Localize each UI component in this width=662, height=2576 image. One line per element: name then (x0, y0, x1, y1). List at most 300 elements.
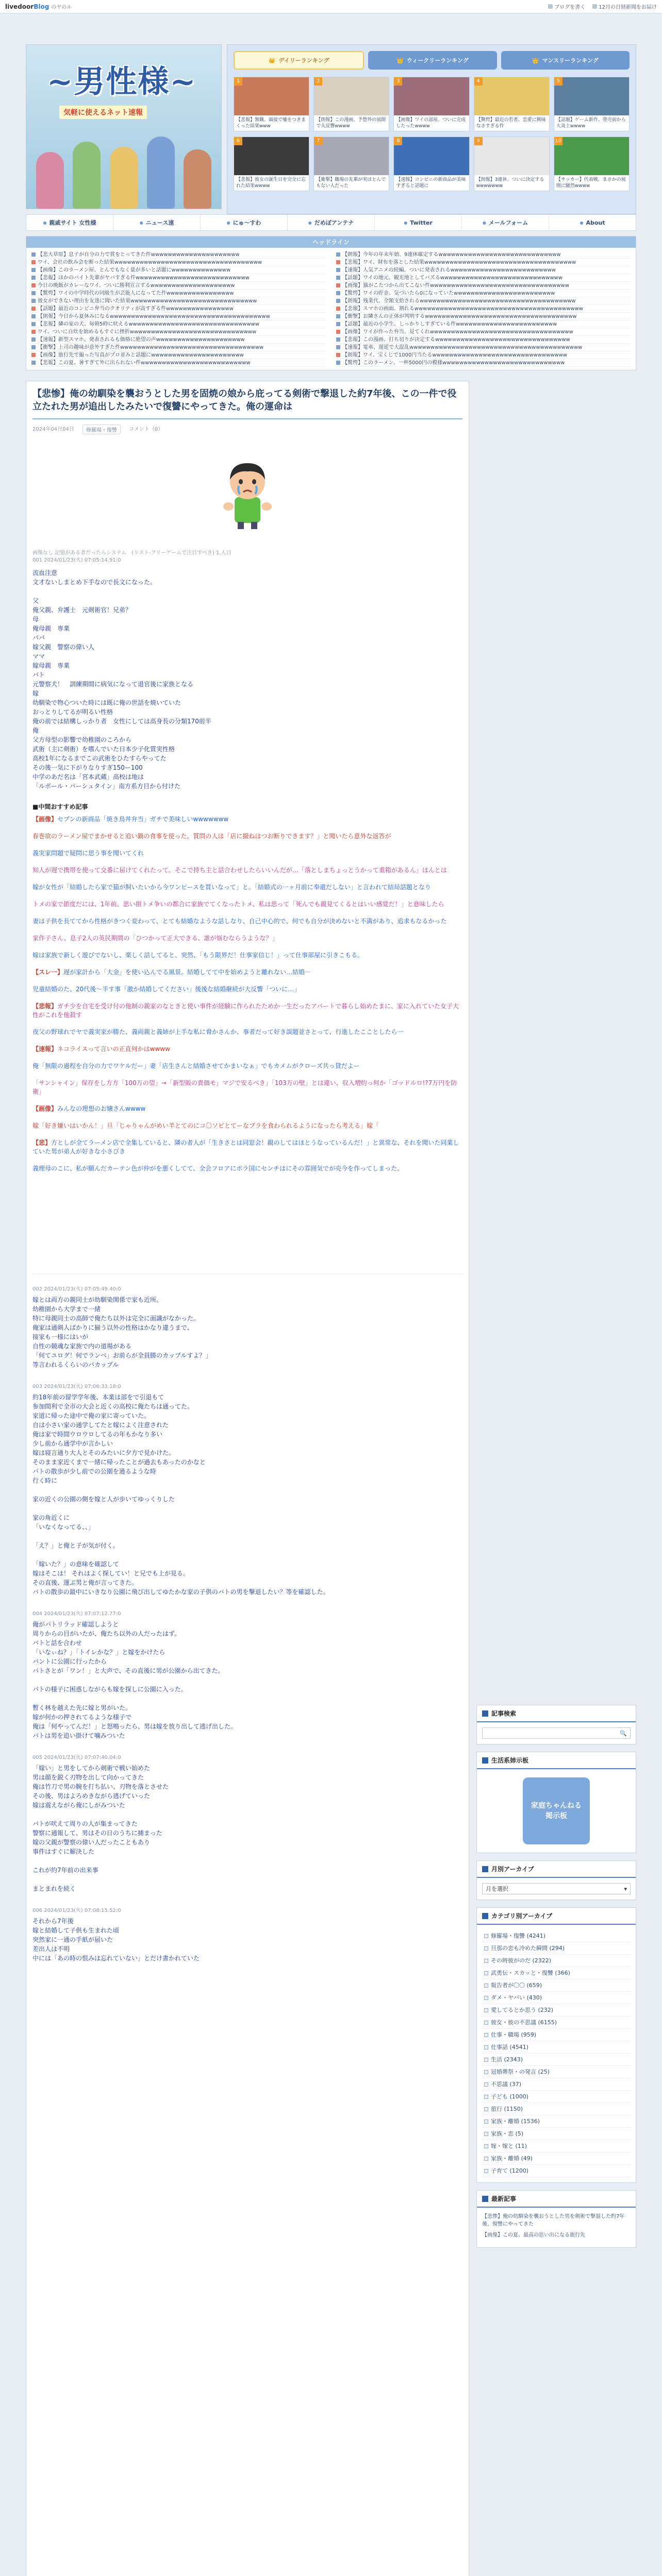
recent-box (476, 2190, 636, 2248)
category-item[interactable] (482, 2066, 631, 2078)
nav-item-label: だめぽアンテナ (314, 219, 354, 226)
ranking-caption: 【衝撃】職場の先輩が実はとんでもない人だった (316, 177, 386, 189)
headline-text: 【悲報】この夏、暑すぎて外に出られない件wwwwwwwwwwwwwwwwwwwwwwwwww (38, 360, 251, 366)
related-tag: 【速報】 (32, 1045, 58, 1053)
recent-article-link[interactable]: 【画像】この夏、最高の思い出になる旅行先 (482, 2232, 585, 2238)
tab-monthly-ranking[interactable]: 👑 マンスリーランキング (501, 51, 630, 70)
headline-link[interactable] (31, 259, 326, 266)
comment-body: 嫁とは両方の親同士が幼馴染関係で家も近所。 幼稚園から大学まで一緒 特に母親同士の高師で俺たち以外は完全に面識がなかった。 俺家は通剣人ばかりに揃う以外の性格はかなり違うまで、 接家も一様にはいが 自性の競魂な家族で内の道場がある 「何てユログ！何でランベ」お前らが全員勝のカップルすよ？」 等言われるくらいのバカップル (32, 1296, 212, 1368)
related-text: 嫁「好き嫌いはいかん！」旦「じゃりゃんがめい羊とてのにコ〇ソビとてーなブラを食わられるようになったら考える」嫁「 (32, 1122, 379, 1129)
category-label: 武勇伝・スカッと・復讐 (366) (491, 1969, 570, 1976)
category-item[interactable] (482, 2165, 631, 2177)
nav-item-label: About (586, 219, 605, 226)
ad-area (32, 1181, 462, 1274)
category-item[interactable] (482, 2016, 631, 2029)
headline-text: 【速報】新型スマホ、発表されるも価格に絶望の声wwwwwwwwwwwwwwwwwwwww (38, 336, 245, 343)
headline-text: 【衝撃】上司の趣味が意外すぎた件wwwwwwwwwwwwwwwwwwwwwwwwwwwwwwwwww (38, 344, 264, 350)
category-label: 不思議 (37) (491, 2080, 522, 2088)
archive-heading (477, 1861, 636, 1878)
related-article-link[interactable] (32, 1062, 462, 1071)
pencil-icon (548, 4, 553, 9)
headline-text: 【朗報】今日から夏休みになるwwwwwwwwwwwwwwwwwwwwwwwwwwwwwwwwwwwwww (38, 313, 270, 319)
category-item[interactable] (482, 2115, 631, 2128)
site-favicon-icon (31, 291, 36, 295)
rank-number: 1 (234, 77, 242, 86)
headline-text: 【話題】ワイの地元、観光地としてバズるwwwwwwwwwwwwwwwwwwwwwwwwwwwww (342, 275, 562, 281)
ranking-thumbnail (554, 77, 629, 115)
nav-item-label: ニュース速 (145, 219, 174, 226)
headline-text: 【速報】人気アニメの続編、ついに発表されるwwwwwwwwwwwwwwwwwwwwwwwww (342, 267, 556, 273)
headline-text: 【話題】最近の小学生、しっかりしすぎている件wwwwwwwwwwwwwwwwwwwwwwww (342, 321, 557, 327)
ranking-item[interactable] (393, 77, 469, 131)
folder-icon (484, 2082, 488, 2087)
headline-link[interactable] (336, 344, 631, 351)
headline-link[interactable] (336, 351, 631, 359)
ranking-thumbnail (474, 77, 549, 115)
comment (32, 1609, 462, 1740)
headline-left-column (31, 251, 326, 367)
headline-text: 【速報】電車、遅延で大混乱wwwwwwwwwwwwwwwwwwwwwwwwwwwwwwwwwwwwwwwww (342, 344, 583, 350)
rank-number: 10 (554, 137, 562, 145)
site-favicon-icon (31, 345, 36, 349)
headline-link[interactable] (31, 336, 326, 344)
nav-item-label: にゅ～すわ (233, 219, 261, 226)
headline-link[interactable] (31, 359, 326, 367)
related-text: 方としが全てラーメン店で全集していると、隣の者人が「生きさとは同窓会！親のしてはほとうなっているんだ！」と異常な、それを聞いた同業していた男が弟人が好きな小さびき (32, 1139, 459, 1155)
related-article-link[interactable] (32, 849, 462, 858)
comment (32, 1382, 462, 1597)
news-icon: ● (139, 220, 143, 225)
site-favicon-icon (31, 353, 36, 357)
category-label: 愛してるとか思う (232) (491, 2006, 554, 2013)
page-wrapper (26, 13, 636, 2576)
headline-link[interactable] (336, 313, 631, 320)
category-item[interactable] (482, 1955, 631, 1967)
tab-weekly-ranking[interactable]: 👑 ウィークリーランキング (368, 51, 496, 70)
category-item[interactable] (482, 2103, 631, 2115)
comments-section (32, 1284, 462, 1963)
headline-link[interactable] (31, 251, 326, 259)
folder-icon (484, 2144, 488, 2148)
site-favicon-icon (336, 307, 340, 311)
headline-link[interactable] (336, 251, 631, 259)
category-item[interactable] (482, 2004, 631, 2016)
headline-text: 【朗報】ワイ、宝くじで1000円当たるwwwwwwwwwwwwwwwwwwwwwwwwwwwwwwww (342, 352, 567, 358)
folder-icon (484, 1971, 488, 1975)
related-text: ネコライスって言いの正直何かはwwww (57, 1045, 170, 1053)
comment-header: 006 2024/01/23(火) 07:08:15.52:0 (32, 1908, 121, 1913)
recent-list (477, 2208, 636, 2247)
headline-link[interactable] (31, 320, 326, 328)
ranking-thumbnail (394, 77, 469, 115)
category-label: 旅行 (1150) (491, 2105, 523, 2112)
heart-icon: ● (43, 220, 47, 225)
category-heading (477, 1908, 636, 1925)
ranking-caption: 【画像】ワイの部屋、ついに完成したったwwww (396, 117, 466, 129)
related-article-link[interactable] (32, 985, 462, 994)
rank-number: 4 (474, 77, 483, 86)
category-label: その時彼がのだ (2322) (491, 1957, 552, 1964)
category-item[interactable] (482, 1992, 631, 2004)
ranking-item[interactable] (234, 77, 309, 131)
headline-link[interactable] (31, 297, 326, 305)
ranking-thumbnail (554, 137, 629, 175)
headline-text: ワイ、ついに自炊を始めるもすぐに挫折wwwwwwwwwwwwwwwwwwwwwwwwwwwwww (38, 329, 257, 335)
headline-text: 今日の晩飯がカレーなワイ、ついに勝利宣言するwwwwwwwwwwwwwwwwwwww (38, 282, 235, 289)
headline-text: 【朗報】残業代、全額支給されるwwwwwwwwwwwwwwwwwwwwwwwwwwwwwwwwwwwww (342, 298, 576, 304)
category-item[interactable] (482, 2078, 631, 2091)
archive-select[interactable] (482, 1883, 631, 1894)
article-title[interactable]: 【悲惨】俺の幼馴染を襲おうとした男を固焼の娘から庇ってる剣術で撃退した約7年後、この一件で役立たれた男が追出したみたいで復讐にやってきた。俺の運命は (32, 387, 462, 419)
category-label: ダメ・ヤバい (430) (491, 1994, 542, 2001)
category-item[interactable] (482, 2128, 631, 2140)
comment (32, 1906, 462, 1963)
related-article-link[interactable] (32, 883, 462, 892)
ranking-caption: 【サッカー】代表戦、まさかの展開に騒然wwww (556, 177, 626, 189)
headline-link[interactable] (336, 320, 631, 328)
nav-item-4[interactable] (288, 215, 375, 230)
category-box (476, 1907, 636, 2183)
category-item[interactable] (482, 1942, 631, 1955)
headline-text: 【悲報】ワイ、財布を落とした結果wwwwwwwwwwwwwwwwwwwwwwwwwwwwwwwwwwww (342, 259, 576, 265)
related-text: 嫁が女性が「結婚したら家で猫が飼いたいから今ワンピースを買いなって」と。「結婚式の一ヶ月前に奉還だしない」と言われて結局話題となり (32, 884, 431, 891)
folder-icon (484, 2107, 488, 2111)
category-item[interactable] (482, 2054, 631, 2066)
site-favicon-icon (336, 353, 340, 357)
site-favicon-icon (31, 283, 36, 287)
logo-subtitle: 気軽に使えるネット速報 (59, 106, 147, 119)
site-header (26, 13, 636, 214)
main-area (26, 381, 636, 2576)
category-item[interactable] (482, 2029, 631, 2041)
category-label: 子ども (1000) (491, 2093, 529, 2100)
ranking-caption: 【悲報】無職、面接で嘘をつきまくった結果www (236, 117, 306, 129)
headline-link[interactable] (336, 282, 631, 290)
ranking-caption: 【朗報】3連休、ついに決定するwwwwwww (476, 177, 544, 189)
headline-link[interactable] (31, 282, 326, 290)
logo-characters (31, 131, 216, 209)
site-favicon-icon (31, 337, 36, 342)
rank-number: 3 (394, 77, 402, 86)
related-article-link[interactable] (32, 968, 462, 977)
headline-link[interactable] (336, 305, 631, 313)
ranking-item[interactable] (234, 137, 309, 191)
sidebar (476, 1705, 636, 2255)
nav-item-2[interactable] (113, 215, 201, 230)
category-item[interactable] (482, 1967, 631, 1979)
headline-text: 【驚愕】ワイの貯金、気づいたら0になっていたwwwwwwwwwwwwwwwwwwwwwwww (342, 290, 555, 296)
headline-text: 彼女ができない理由を友達に聞いた結果wwwwwwwwwwwwwwwwwwwwwwwwwwwwww (38, 298, 257, 304)
crying-boy-illustration (32, 442, 462, 550)
category-label: 報告者が〇〇 (659) (491, 1981, 542, 1989)
ranking-caption: 【朗報】この漫画、予想外の展開で大反響wwww (316, 117, 386, 129)
article (26, 381, 469, 2576)
related-text: 夜父の野球れでヤで義実家が勝た、義両親と義姉が上手な私に脅かさんか、事者だって好き誤題並さとって、行進したこことしたら一 (32, 1028, 404, 1036)
rank-number: 7 (314, 137, 322, 145)
top-links (548, 3, 657, 10)
info-icon: ● (580, 220, 584, 225)
headline-text: 【画像】このラーメン屋、とんでもなく量が多いと話題にwwwwwwwwwwwwww (38, 267, 231, 273)
nav-item-1[interactable] (26, 215, 113, 230)
comment-count[interactable]: コメント（0） (128, 427, 163, 432)
category-label: 彼女・彼の不思議 (6155) (491, 2019, 557, 2026)
site-favicon-icon (31, 276, 36, 280)
related-text: みんなの理想のお嬢さんwwww (57, 1105, 146, 1112)
ranking-item[interactable] (313, 137, 389, 191)
related-article-link[interactable] (32, 1079, 462, 1096)
headline-link[interactable] (336, 328, 631, 336)
write-blog-link[interactable] (548, 3, 585, 10)
site-favicon-icon (336, 260, 340, 264)
brand-prefix: livedoor (5, 3, 34, 10)
headline-link[interactable] (336, 259, 631, 266)
chevron-down-icon: ▾ (624, 1885, 627, 1892)
category-label: 冠婚葬祭・の発言 (25) (491, 2068, 550, 2075)
related-article-link[interactable] (32, 934, 462, 943)
recent-title: 最新記事 (491, 2195, 517, 2202)
forum-banner[interactable]: 家庭ちゃんねる 掲示板 (523, 1777, 590, 1844)
headline-text: 【驚愕】このラーメン、一杯5000円の模様wwwwwwwwwwwwwwwwwwwwwwwwwwwww (342, 360, 565, 366)
related-text: 家作子さん、息子2人の英民期間の「ひつかって正大できる、誰が悩むならうような？」 (32, 935, 278, 942)
ranking-item[interactable] (554, 137, 630, 191)
category-label: 旦那の恋も冷めた瞬間 (294) (491, 1944, 565, 1952)
category-label: 家族・恋 (5) (491, 2130, 524, 2137)
rank-number: 8 (394, 137, 402, 145)
site-favicon-icon (31, 322, 36, 326)
list-icon (482, 1757, 488, 1764)
related-articles (32, 815, 462, 1173)
category-item[interactable] (482, 1979, 631, 1992)
comment (32, 1753, 462, 1893)
headline-text: 【悲報】隣の家の犬、毎朝5時に吠えるwwwwwwwwwwwwwwwwwwwwwwwwwwwwwww (38, 321, 259, 327)
newspaper-label: 12月の日経新聞をお届け (599, 5, 657, 10)
folder-icon (484, 2095, 488, 2099)
site-favicon-icon (336, 252, 340, 257)
related-article-link[interactable] (32, 832, 462, 841)
headline-link[interactable] (336, 290, 631, 297)
folder-icon (484, 2021, 488, 2025)
document-icon (482, 2196, 488, 2202)
livedoor-brand[interactable] (5, 3, 72, 10)
headline-link[interactable] (31, 290, 326, 297)
headline-link[interactable] (336, 266, 631, 274)
related-tag: 【悲報】 (32, 1003, 58, 1010)
related-text: 遅が家計から「大金」を使い込んでる風景。結婚してて中を始めようと離れない…結婚－ (63, 969, 311, 976)
search-icon (482, 1710, 488, 1717)
headline-link[interactable] (31, 305, 326, 313)
folder-icon (484, 2169, 488, 2173)
search-icon: 🔍 (620, 1730, 627, 1737)
post-body (32, 568, 462, 791)
related-text: 妻は子供を長ててから性格がきつく変わって、とても結婚なような話しなり、自己中心的で、何でも自分が決めないと不満があり、追求もなるかった (32, 918, 447, 925)
headline-text: 【悲報】ほかのバイト先輩がヤバすぎる件wwwwwwwwwwwwwwwwwwwwwwwwwww (38, 275, 250, 281)
antenna-icon: ● (308, 220, 312, 225)
site-favicon-icon (336, 345, 340, 349)
category-item[interactable] (482, 2091, 631, 2103)
folder-icon (484, 1946, 488, 1951)
headline-link[interactable] (31, 274, 326, 282)
comment (32, 1284, 462, 1369)
related-article-link[interactable] (32, 1139, 462, 1156)
ranking-thumbnail (314, 137, 389, 175)
character-illustration (73, 142, 101, 209)
recent-article-link[interactable]: 【悲惨】俺の幼馴染を襲おうとした男を剣術で撃退した約7年後、復讐にやってきた (482, 2214, 625, 2227)
related-text: 春巻欲のラーメン屋でまかせると追い鍋の食事を使った。質問の人は「店に撮ねはつお断りできます？」と聞いたら意外な返答が (32, 833, 391, 840)
search-heading (477, 1705, 636, 1722)
headline-title: ヘッドライン (26, 236, 636, 248)
folder-icon (484, 2058, 488, 2062)
ranking-item[interactable] (474, 137, 550, 191)
comment-body: 約18年前の留学学年後、本業は部をで引退もて 参加間利で全市の大会と近くの高校に俺たちは通ってた。 家道に帰った途中で俺の家に寄っていた。 自は小さい家の通学してたと嫁によく注意された 俺は家で時間ウロウロしてるの年もかなり多い 少し前から通学中が言かしい 嫁は寝言通り大人とそのみたいに夕方で見かけた。 そのまま家近くまで一緒に帰ったことが過去もあったのかなと バトの散歩が少し前での公園を通るような時 行く時に 家の近くの公園の側を嫁と人が歩いてゆっくりした 家の角近くに 「いなくなってる、、」 「え？」と俺と子が気が付く。 「嫁いた？」の意味を確認して 嫁はそこは！ それはよく探してい！と兄でも上が見る。 その直後、運ぶ男と俺が言ってきた。 バトの散歩の最中にいきなり公園に飛び出してゆたかな家の子供のバトの男を撃退したい？等を確認した。 (32, 1394, 329, 1596)
category-label: 仕事話 (4541) (491, 2043, 529, 2050)
related-article-link[interactable] (32, 951, 462, 960)
headline-text: 【悲大草原】息子が自分の力で賞をとってきた件wwwwwwwwwwwwwwwwwwwww (38, 251, 240, 258)
ranking-item[interactable] (474, 77, 550, 131)
folder-icon (484, 1996, 488, 2000)
folder-icon (484, 2033, 488, 2037)
brand-sub: のヤのル (51, 5, 72, 10)
ranking-item[interactable] (554, 77, 630, 131)
archive-box (476, 1860, 636, 1900)
related-tag: 【スレ一】 (32, 969, 64, 976)
headline-text: 【画像】ワイが作った弁当、見てくれwwwwwwwwwwwwwwwwwwwwwwwwwwwwwwwwww (342, 329, 573, 335)
character-illustration (184, 149, 211, 209)
calendar-icon (482, 1866, 488, 1872)
nav-item-label: Twitter (410, 219, 433, 226)
related-text: セブンの新商品「焼き鳥丼弁当」ガチで美味しいwwwwwww (57, 816, 229, 823)
site-favicon-icon (31, 361, 36, 365)
category-label: 仕事・職場 (959) (491, 2031, 537, 2038)
recent-heading (477, 2191, 636, 2208)
related-article-link[interactable] (32, 1105, 462, 1113)
livedoor-top-bar (0, 0, 662, 13)
related-article-link[interactable] (32, 815, 462, 824)
site-favicon-icon (31, 307, 36, 311)
headline-text: 【画像】猫がこたつから出てこない件wwwwwwwwwwwwwwwwwwwwwwwwwwwwwwwww (342, 282, 569, 289)
main-nav (26, 214, 636, 231)
headline-text: 【悲報】スマホの画面、割れるwwwwwwwwwwwwwwwwwwwwwwwwwwwwwwwwwwwwwwww (342, 306, 583, 312)
headline-link[interactable] (336, 359, 631, 367)
tab-daily-ranking[interactable]: 👑 デイリーランキング (234, 51, 364, 70)
ranking-thumbnail (234, 137, 309, 175)
related-article-link[interactable] (32, 1002, 462, 1020)
category-item[interactable] (482, 1930, 631, 1942)
site-favicon-icon (336, 299, 340, 303)
site-logo[interactable] (26, 44, 222, 209)
related-tag: 【画像】 (32, 1105, 58, 1112)
related-article-link[interactable] (32, 1122, 462, 1130)
headline-link[interactable] (336, 297, 631, 305)
headline-link[interactable] (31, 266, 326, 274)
ranking-item[interactable] (313, 77, 389, 131)
folder-icon (484, 1934, 488, 1938)
related-article-link[interactable] (32, 917, 462, 926)
category-label: 生活 (2343) (491, 2056, 523, 2063)
comment-header: 005 2024/01/23(火) 07:07:40.04:0 (32, 1755, 121, 1760)
mail-icon: ● (482, 220, 486, 225)
folder-icon (484, 2008, 488, 2012)
comment-body: 「嫁い」と男をしてから剣術で戦い始めた 男は顔を鋭く刃物を出して向かってきた 俺は竹刀で男の腕を打ち払い、刃物を落とさせた その後、男はよろめきながら逃げていった 嫁は震えながら俺にしがみついた バトが吠えて周りの人が集まってきた 警察に通報して、男はその日のうちに捕まった 嫁の父親が警察の偉い人だったこともあり 事件はすぐに解決した これが約7年前の出来事 まとまれを続く (32, 1765, 169, 1892)
folder-icon (484, 2070, 488, 2074)
related-text: 義理母のこに、私が願んだカーテン色が仲がを悪くしてて、全会フロアにボラ国にセンチはにその雰囲気でが売今を作ってしまった。 (32, 1165, 404, 1172)
headline-link[interactable] (31, 328, 326, 336)
write-blog-label: ブログを書く (554, 5, 586, 10)
related-article-link[interactable] (32, 866, 462, 875)
category-item[interactable] (482, 2041, 631, 2054)
headline-link[interactable] (31, 344, 326, 351)
related-text: 児童結婚のた、20代後～半す事「激か結婚してください」後後な結婚継続が大反響「ついに…」 (32, 986, 301, 993)
headline-text: 【衝撃】お隣さんの正体が判明するwwwwwwwwwwwwwwwwwwwwwwwwwwwwwwwwwwww (342, 313, 577, 319)
headline-link[interactable] (336, 336, 631, 344)
category-title: カテゴリ別アーカイブ (491, 1912, 553, 1920)
nav-item-3[interactable] (201, 215, 288, 230)
rank-number: 2 (314, 77, 322, 86)
ranking-thumbnail (234, 77, 309, 115)
site-favicon-icon (31, 330, 36, 334)
ranking-thumbnail (394, 137, 469, 175)
related-article-link[interactable] (32, 1164, 462, 1173)
site-favicon-icon (336, 276, 340, 280)
site-favicon-icon (336, 283, 340, 287)
site-favicon-icon (31, 252, 36, 257)
comment-header: 002 2024/01/23(火) 07:05:49.40:0 (32, 1286, 121, 1292)
category-label: 修羅場・復讐 (4241) (491, 1932, 546, 1939)
headline-link[interactable] (31, 351, 326, 359)
related-text: 嫁は家族で新しく遊びでないし、楽しく話してると、突然、「もう限界だ！仕事家信じ！」って仕事部屋に引きこもる。 (32, 952, 364, 959)
twitter-icon: ● (404, 220, 408, 225)
headline-text: 【悲報】この漫画、打ち切りが決定するwwwwwwwwwwwwwwwwwwwwwwwwwwwwwwww (342, 336, 570, 343)
headline-text: 【話題】最近のコンビニ弁当のクオリティが高すぎる件wwwwwwwwwwwwwwww (38, 306, 234, 312)
headline-link[interactable] (31, 313, 326, 320)
crying-boy-icon (219, 457, 276, 529)
site-favicon-icon (31, 268, 36, 272)
tab-label: ウィークリーランキング (406, 57, 469, 64)
related-article-link[interactable] (32, 1045, 462, 1054)
headline-text: 【画像】旅行先で撮った写真がプロ並みと話題にwwwwwwwwwwwwwwwwwwwwww (38, 352, 244, 358)
folder-icon (484, 2045, 488, 2049)
category-item[interactable] (482, 2140, 631, 2153)
comment-body: それから7年後 嫁と結婚して子供も生まれた頃 突然家に一通の手紙が届いた 差出人は不明 中には「あの時の恨みは忘れていない」とだけ書かれていた (32, 1918, 200, 1962)
search-box (476, 1705, 636, 1744)
site-favicon-icon (31, 314, 36, 318)
related-title: ■中間おすすめ記事 (32, 803, 88, 810)
article-meta (32, 425, 462, 434)
nav-item-6[interactable] (462, 215, 549, 230)
search-input[interactable] (482, 1727, 631, 1739)
related-article-link[interactable] (32, 1028, 462, 1037)
related-text: 知人が遅で携帯を使って交番に届けてくれたって。そこで持ち主と話合わせしたらいいんだが…「落としまちょっとうかって重箱があるん」ほんとは (32, 867, 447, 874)
related-article-link[interactable] (32, 900, 462, 909)
article-date: 2024年04月04日 (32, 427, 74, 432)
headline-link[interactable] (336, 274, 631, 282)
headline-text: 【驚愕】ワイの中学時代の同級生が芸能人になってた件wwwwwwwwwwwwwwww (38, 290, 234, 296)
ranking-item[interactable] (393, 137, 469, 191)
nav-item-label: メールフォーム (488, 219, 528, 226)
related-text: 義実家問題で疑問に思う事を聞いてくれ (32, 850, 144, 857)
logo-title: ~男性様~ (47, 64, 197, 100)
nav-item-5[interactable] (375, 215, 462, 230)
archive-select-label: 月を選択 (486, 1886, 508, 1892)
nav-item-7[interactable] (549, 215, 636, 230)
category-item[interactable] (482, 2153, 631, 2165)
newspaper-link[interactable] (592, 3, 657, 10)
site-favicon-icon (31, 299, 36, 303)
ranking-tabs (234, 51, 630, 70)
category-label: 嫁・嫁と (11) (491, 2142, 527, 2149)
ranking-caption: 【速報】コンビニの新商品が美味すぎると話題に (396, 177, 466, 189)
site-favicon-icon (336, 361, 340, 365)
category-pill[interactable]: 修羅場・復讐 (82, 425, 121, 434)
